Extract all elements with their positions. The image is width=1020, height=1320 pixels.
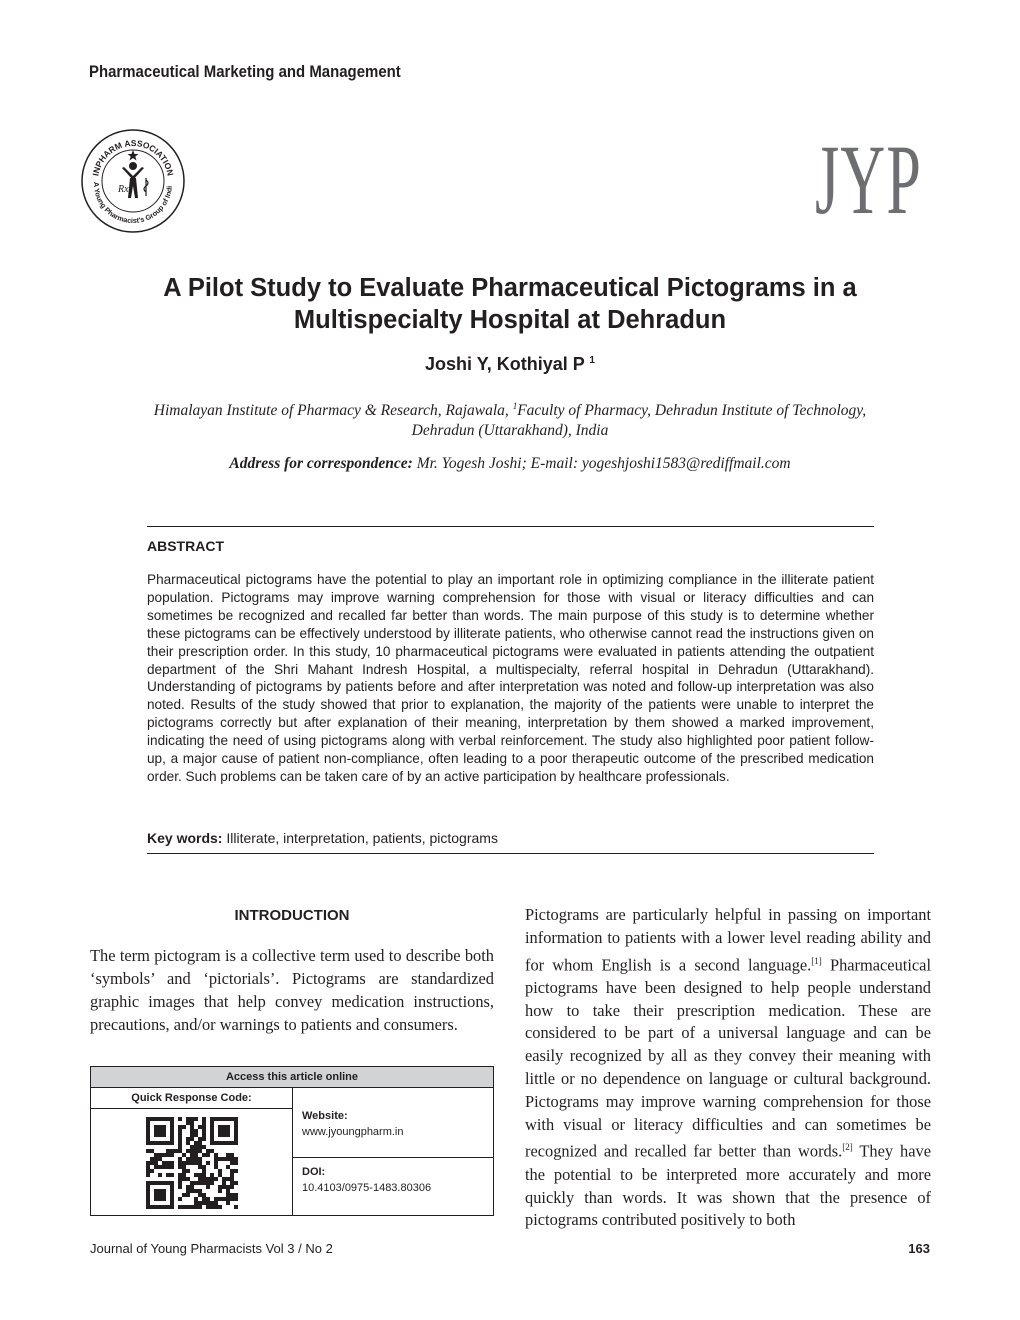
- abstract-bottom-rule: [147, 853, 874, 854]
- intro-right-text-3: They have the potential to be interpreted more accurately and more quickly than words. It was shown that the presence of pictograms contributed positively to both: [525, 1141, 931, 1230]
- page-number: 163: [908, 1241, 930, 1256]
- introduction-right-column: [525, 904, 931, 1232]
- keywords: [147, 830, 498, 846]
- website-cell: [293, 1088, 493, 1158]
- star-icon: [128, 150, 139, 161]
- abstract-heading: ABSTRACT: [147, 538, 224, 554]
- abstract-top-rule: [147, 526, 874, 527]
- introduction-left-paragraph: The term pictogram is a collective term used to describe both ‘symbols’ and ‘pictorials’. Pictograms are standardized graphic images that help convey medication instructions, precautions, and/or warnings to patients and consumers.: [90, 946, 494, 1034]
- footer-journal: Journal of Young Pharmacists Vol 3 / No 2: [90, 1241, 333, 1256]
- doi-label: DOI:: [302, 1166, 326, 1178]
- website-link[interactable]: www.jyoungpharm.in: [302, 1126, 404, 1138]
- access-box-title: Access this article online: [91, 1067, 493, 1088]
- intro-right-text-1: Pictograms are particularly helpful in passing on important information to patients with a lower level reading ability and for whom English is a second language.: [525, 905, 931, 975]
- affiliation-superscript: 1: [512, 401, 518, 411]
- qr-label: Quick Response Code:: [91, 1088, 293, 1109]
- logo-top-text: INPHARM ASSOCIATION: [90, 137, 176, 177]
- abstract-body: Pharmaceutical pictograms have the potential to play an important role in optimizing compliance in the illiterate patient population. Pictograms may improve warning comprehension for those with visual or literacy difficulties and can sometimes be recognized and recalled far better than words. The main purpose of this study is to determine whether these pictograms can be effectively understood by illiterate patients, who otherwise cannot read the instructions given on their prescription order. In this study, 10 pharmaceutical pictograms were evaluated in patients attending the outpatient department of the Shri Mahant Indresh Hospital, a multispecialty, referral hospital in Dehradun (Uttarakhand). Understanding of pictograms by patients before and after interpretation was noted and follow-up interpretation was also noted. Results of the study showed that prior to explanation, the majority of the patients were unable to interpret the pictograms correctly but after explanation of their meaning, interpretation by them showed a marked improvement, indicating the need of using pictograms along with verbal reinforcement. The study also highlighted poor patient follow-up, a major cause of patient non-compliance, often leading to a poor therapeutic outcome of the prescribed medication order. Such problems can be taken care of by an active participation by healthcare professionals.: [147, 572, 874, 784]
- caduceus-icon: [144, 178, 148, 196]
- reference-1[interactable]: [1]: [811, 955, 822, 966]
- keywords-value: Illiterate, interpretation, patients, pictograms: [226, 830, 498, 846]
- correspondence: [0, 455, 1020, 473]
- affiliation-part-1: Himalayan Institute of Pharmacy & Research, Rajawala,: [153, 402, 509, 420]
- journal-logo: JYP: [815, 124, 923, 235]
- keywords-label: Key words:: [147, 830, 223, 846]
- website-label: Website:: [302, 1110, 348, 1122]
- qr-code-icon[interactable]: [146, 1117, 238, 1209]
- inpharm-association-logo: [80, 128, 186, 234]
- affiliation: [150, 396, 870, 441]
- doi-value[interactable]: 10.4103/0975-1483.80306: [302, 1182, 432, 1194]
- correspondence-label: Address for correspondence:: [229, 455, 413, 472]
- author-names: Joshi Y, Kothiyal P: [425, 354, 585, 374]
- article-title: A Pilot Study to Evaluate Pharmaceutical Pictograms in a Multispecialty Hospital at Dehradun: [163, 274, 857, 334]
- access-article-box: [90, 1066, 494, 1216]
- section-header: Pharmaceutical Marketing and Management: [89, 62, 401, 81]
- introduction-heading: INTRODUCTION: [234, 907, 350, 924]
- logo-bottom-text: A Young Pharmacist's Group of Indi: [91, 181, 174, 226]
- qr-cell: [91, 1109, 293, 1215]
- rx-symbol: Rx: [118, 184, 129, 195]
- authors: [0, 354, 1020, 375]
- affiliation-part-2: Faculty of Pharmacy, Dehradun Institute of Technology, Dehradun (Uttarakhand), India: [411, 402, 867, 440]
- reference-2[interactable]: [2]: [842, 1142, 853, 1153]
- author-superscript: 1: [589, 355, 595, 366]
- doi-cell: [293, 1158, 493, 1215]
- correspondence-value: Mr. Yogesh Joshi; E-mail: yogeshjoshi1583@rediffmail.com: [416, 455, 791, 472]
- intro-right-text-2: Pharmaceutical pictograms have been designed to help people understand how to take their prescription medication. These are considered to be part of a universal language and can be easily recognized by all as they convey their meaning with little or no dependence on language or cultural background. Pictograms may improve warning comprehension for those with visual or literacy difficulties and can sometimes be recognized and recalled far better than words.: [525, 955, 931, 1161]
